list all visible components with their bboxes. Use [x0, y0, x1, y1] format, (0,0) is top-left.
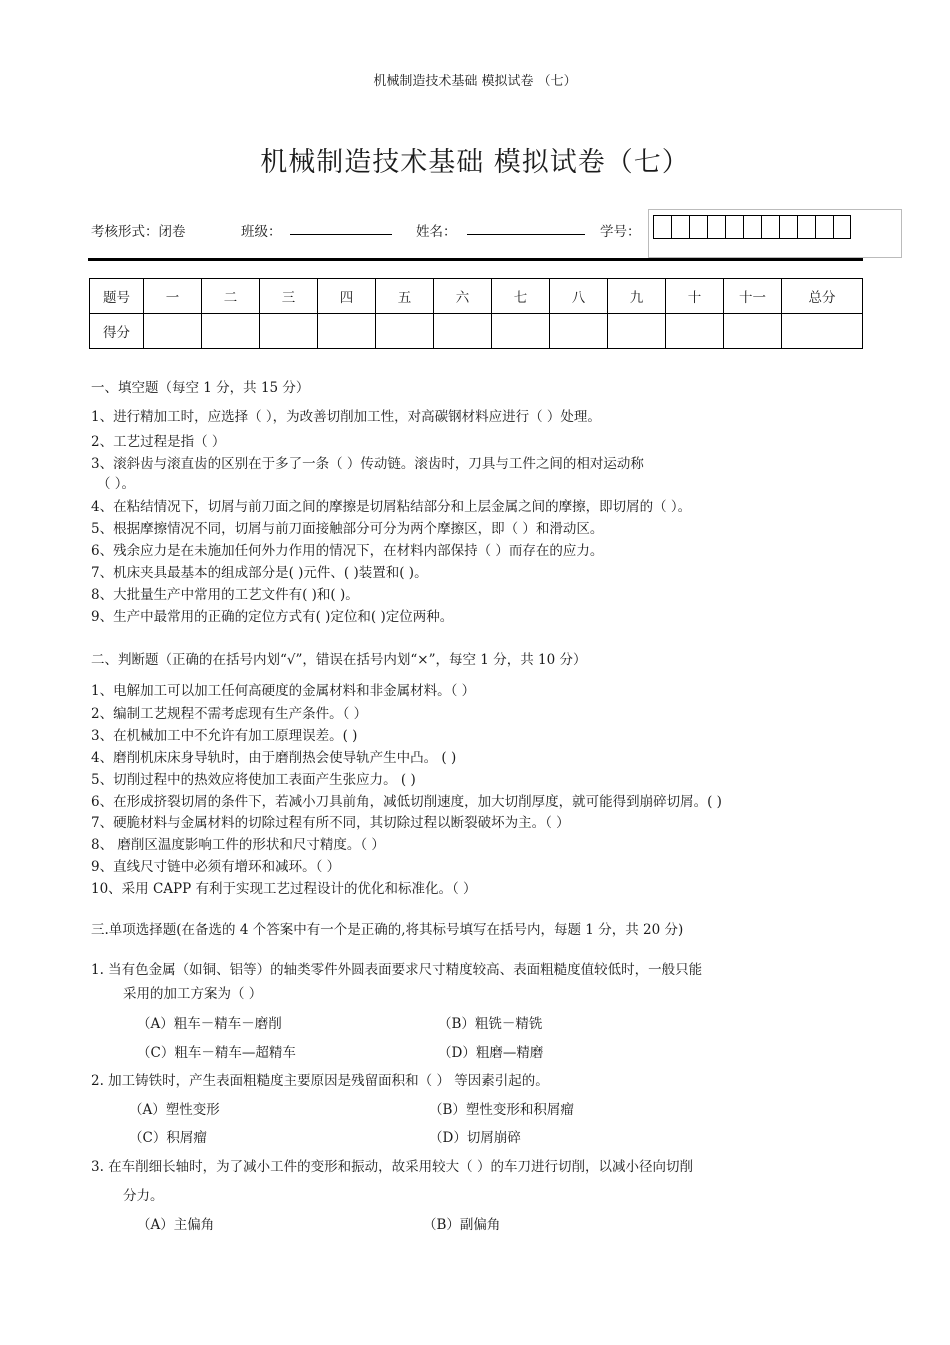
- fill-question: 4、在粘结情况下，切屑与前刀面之间的摩擦是切屑粘结部分和上层金属之间的摩擦，即切屑的（ ）。: [91, 499, 692, 515]
- score-cell[interactable]: [260, 314, 318, 349]
- judge-question: 7、硬脆材料与金属材料的切除过程有所不同，其切除过程以断裂破坏为主。（ ）: [91, 815, 570, 831]
- judge-question: 6、在形成挤裂切屑的条件下，若减小刀具前角，减低切削速度，加大切削厚度，就可能得到崩碎切屑。( ): [91, 794, 722, 810]
- fill-question-continuation: （ ）。: [97, 476, 136, 492]
- score-header-cell: 九: [608, 279, 666, 314]
- student-id-digit-box[interactable]: [671, 215, 690, 239]
- score-cell[interactable]: [376, 314, 434, 349]
- student-id-digit-box[interactable]: [797, 215, 816, 239]
- student-id-digit-box[interactable]: [779, 215, 798, 239]
- name-label: 姓名：: [416, 224, 457, 240]
- score-cell[interactable]: [492, 314, 550, 349]
- choice-question-stem-continuation: 采用的加工方案为（ ）: [123, 986, 263, 1002]
- score-cell[interactable]: [608, 314, 666, 349]
- running-header: 机械制造技术基础 模拟试卷 （七）: [373, 74, 577, 89]
- section3-title: 三.单项选择题(在备选的 4 个答案中有一个是正确的,将其标号填写在括号内，每题 1 分，共 20 分): [91, 922, 684, 938]
- student-id-digit-box[interactable]: [707, 215, 726, 239]
- choice-option-b[interactable]: （B）粗铣－精铣: [438, 1016, 543, 1032]
- score-header-cell: 一: [144, 279, 202, 314]
- choice-option-a[interactable]: （A）粗车－精车－磨削: [137, 1016, 282, 1032]
- student-id-digit-box[interactable]: [689, 215, 708, 239]
- score-header-cell: 十一: [724, 279, 782, 314]
- score-header-cell: 八: [550, 279, 608, 314]
- class-field[interactable]: [290, 220, 392, 239]
- choice-option-b[interactable]: （B）塑性变形和积屑瘤: [429, 1102, 574, 1118]
- choice-option-b[interactable]: （B）副偏角: [423, 1217, 501, 1233]
- score-table-header-row: [90, 279, 863, 314]
- choice-option-c[interactable]: （C）积屑瘤: [129, 1130, 207, 1146]
- exam-form-label: 考核形式：闭卷: [91, 224, 186, 240]
- section1-title: 一、填空题（每空 1 分，共 15 分）: [91, 380, 310, 396]
- score-cell[interactable]: [144, 314, 202, 349]
- choice-option-d[interactable]: （D）粗磨—精磨: [438, 1045, 544, 1061]
- score-header-cell: 四: [318, 279, 376, 314]
- judge-question: 10、采用 CAPP 有利于实现工艺过程设计的优化和标准化。（ ）: [91, 881, 477, 897]
- student-id-digit-box[interactable]: [761, 215, 780, 239]
- score-cell[interactable]: [666, 314, 724, 349]
- score-header-cell: 七: [492, 279, 550, 314]
- judge-question: 4、磨削机床床身导轨时，由于磨削热会使导轨产生中凸。 ( ): [91, 750, 457, 766]
- judge-question: 3、在机械加工中不允许有加工原理误差。( ): [91, 728, 358, 744]
- score-header-cell: 五: [376, 279, 434, 314]
- student-id-digit-box[interactable]: [833, 215, 851, 239]
- score-header-cell: 十: [666, 279, 724, 314]
- page-title: 机械制造技术基础 模拟试卷（七）: [260, 147, 690, 178]
- judge-question: 8、 磨削区温度影响工件的形状和尺寸精度。（ ）: [91, 837, 385, 853]
- score-header-cell: 六: [434, 279, 492, 314]
- choice-option-a[interactable]: （A）主偏角: [137, 1217, 215, 1233]
- score-header-cell: 题号: [90, 279, 144, 314]
- score-header-cell: 三: [260, 279, 318, 314]
- score-cell[interactable]: [724, 314, 782, 349]
- judge-question: 5、切削过程中的热效应将使加工表面产生张应力。 ( ): [91, 772, 416, 788]
- choice-option-a[interactable]: （A）塑性变形: [129, 1102, 220, 1118]
- section2-title: 二、判断题（正确的在括号内划“√”，错误在括号内划“×”，每空 1 分，共 10 分）: [91, 652, 587, 668]
- fill-question: 6、残余应力是在未施加任何外力作用的情况下，在材料内部保持（ ）而存在的应力。: [91, 543, 604, 559]
- score-cell[interactable]: [434, 314, 492, 349]
- score-header-cell: 二: [202, 279, 260, 314]
- fill-question: 3、滚斜齿与滚直齿的区别在于多了一条（ ）传动链。滚齿时，刀具与工件之间的相对运动称: [91, 456, 644, 472]
- student-id-boxes[interactable]: [654, 215, 851, 239]
- score-cell[interactable]: [202, 314, 260, 349]
- student-id-label: 学号：: [600, 224, 641, 240]
- fill-question: 7、机床夹具最基本的组成部分是( )元件、( )装置和( )。: [91, 565, 428, 581]
- header-divider: [88, 258, 863, 261]
- score-row-label: 得分: [90, 314, 144, 349]
- student-id-digit-box[interactable]: [653, 215, 672, 239]
- student-id-digit-box[interactable]: [725, 215, 744, 239]
- fill-question: 9、生产中最常用的正确的定位方式有( )定位和( )定位两种。: [91, 609, 454, 625]
- student-id-digit-box[interactable]: [743, 215, 762, 239]
- judge-question: 9、直线尺寸链中必须有增环和减环。（ ）: [91, 859, 341, 875]
- fill-question: 1、进行精加工时，应选择（ ），为改善切削加工性，对高碳钢材料应进行（ ）处理。: [91, 409, 601, 425]
- score-table-score-row: [90, 314, 863, 349]
- choice-option-c[interactable]: （C）粗车－精车—超精车: [137, 1045, 296, 1061]
- student-id-digit-box[interactable]: [815, 215, 834, 239]
- choice-option-d[interactable]: （D）切屑崩碎: [429, 1130, 521, 1146]
- choice-question-stem: 1. 当有色金属（如铜、铝等）的轴类零件外圆表面要求尺寸精度较高、表面粗糙度值较低时，一般只能: [91, 962, 703, 978]
- score-table: [89, 278, 863, 349]
- fill-question: 2、工艺过程是指（ ）: [91, 434, 226, 450]
- fill-question: 5、根据摩擦情况不同，切屑与前刀面接触部分可分为两个摩擦区，即（ ）和滑动区。: [91, 521, 604, 537]
- judge-question: 2、编制工艺规程不需考虑现有生产条件。（ ）: [91, 706, 368, 722]
- choice-question-stem: 3. 在车削细长轴时，为了减小工件的变形和振动，故采用较大（ ）的车刀进行切削，以减小径向切削: [91, 1159, 693, 1175]
- score-cell[interactable]: [318, 314, 376, 349]
- choice-question-stem: 2. 加工铸铁时，产生表面粗糙度主要原因是残留面积和（ ） 等因素引起的。: [91, 1073, 549, 1089]
- judge-question: 1、电解加工可以加工任何高硬度的金属材料和非金属材料。（ ）: [91, 683, 476, 699]
- class-label: 班级：: [241, 224, 282, 240]
- choice-question-stem-continuation: 分力。: [123, 1188, 164, 1204]
- fill-question: 8、大批量生产中常用的工艺文件有( )和( )。: [91, 587, 359, 603]
- name-field[interactable]: [467, 220, 585, 239]
- score-cell[interactable]: [550, 314, 608, 349]
- score-cell[interactable]: [782, 314, 863, 349]
- score-header-cell: 总分: [782, 279, 863, 314]
